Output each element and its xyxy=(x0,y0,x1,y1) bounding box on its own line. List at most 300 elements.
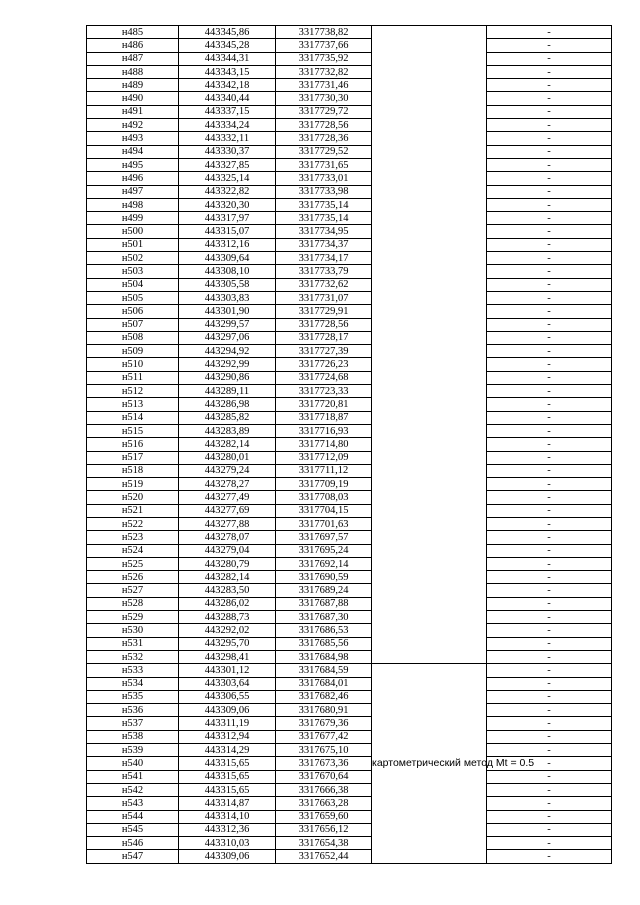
point-name-cell: н520 xyxy=(87,491,179,504)
accuracy-cell: - xyxy=(487,39,612,52)
point-name-cell: н491 xyxy=(87,105,179,118)
x-coordinate-cell: 443312,36 xyxy=(179,823,276,836)
x-coordinate-cell: 443314,87 xyxy=(179,797,276,810)
y-coordinate-cell: 3317677,42 xyxy=(276,730,372,743)
x-coordinate-cell: 443282,14 xyxy=(179,438,276,451)
y-coordinate-cell: 3317711,12 xyxy=(276,464,372,477)
accuracy-cell: - xyxy=(487,291,612,304)
y-coordinate-cell: 3317731,65 xyxy=(276,158,372,171)
point-name-cell: н515 xyxy=(87,424,179,437)
accuracy-cell: - xyxy=(487,172,612,185)
accuracy-cell: - xyxy=(487,611,612,624)
y-coordinate-cell: 3317704,15 xyxy=(276,504,372,517)
point-name-cell: н499 xyxy=(87,212,179,225)
x-coordinate-cell: 443286,98 xyxy=(179,398,276,411)
y-coordinate-cell: 3317654,38 xyxy=(276,837,372,850)
point-name-cell: н523 xyxy=(87,531,179,544)
y-coordinate-cell: 3317663,28 xyxy=(276,797,372,810)
accuracy-cell: - xyxy=(487,26,612,39)
accuracy-cell: - xyxy=(487,65,612,78)
y-coordinate-cell: 3317732,62 xyxy=(276,278,372,291)
y-coordinate-cell: 3317684,98 xyxy=(276,650,372,663)
point-name-cell: н493 xyxy=(87,132,179,145)
accuracy-cell: - xyxy=(487,358,612,371)
y-coordinate-cell: 3317692,14 xyxy=(276,557,372,570)
accuracy-cell: - xyxy=(487,52,612,65)
table-row xyxy=(87,371,612,384)
accuracy-cell: - xyxy=(487,345,612,358)
x-coordinate-cell: 443312,16 xyxy=(179,238,276,251)
y-coordinate-cell: 3317737,66 xyxy=(276,39,372,52)
accuracy-cell: - xyxy=(487,531,612,544)
y-coordinate-cell: 3317689,24 xyxy=(276,584,372,597)
table-row xyxy=(87,850,612,863)
point-name-cell: н540 xyxy=(87,757,179,770)
x-coordinate-cell: 443277,69 xyxy=(179,504,276,517)
point-name-cell: н505 xyxy=(87,291,179,304)
table-row xyxy=(87,291,612,304)
point-name-cell: н507 xyxy=(87,318,179,331)
table-row xyxy=(87,438,612,451)
point-name-cell: н492 xyxy=(87,119,179,132)
y-coordinate-cell: 3317734,17 xyxy=(276,252,372,265)
y-coordinate-cell: 3317733,98 xyxy=(276,185,372,198)
y-coordinate-cell: 3317732,82 xyxy=(276,65,372,78)
point-name-cell: н509 xyxy=(87,345,179,358)
table-row xyxy=(87,398,612,411)
x-coordinate-cell: 443332,11 xyxy=(179,132,276,145)
x-coordinate-cell: 443315,65 xyxy=(179,757,276,770)
x-coordinate-cell: 443292,02 xyxy=(179,624,276,637)
table-row xyxy=(87,557,612,570)
table-row xyxy=(87,544,612,557)
point-name-cell: н545 xyxy=(87,823,179,836)
y-coordinate-cell: 3317680,91 xyxy=(276,704,372,717)
accuracy-cell: - xyxy=(487,318,612,331)
y-coordinate-cell: 3317686,53 xyxy=(276,624,372,637)
y-coordinate-cell: 3317716,93 xyxy=(276,424,372,437)
y-coordinate-cell: 3317682,46 xyxy=(276,690,372,703)
accuracy-cell: - xyxy=(487,398,612,411)
point-name-cell: н533 xyxy=(87,664,179,677)
accuracy-cell: - xyxy=(487,744,612,757)
y-coordinate-cell: 3317684,59 xyxy=(276,664,372,677)
y-coordinate-cell: 3317684,01 xyxy=(276,677,372,690)
y-coordinate-cell: 3317735,14 xyxy=(276,198,372,211)
accuracy-cell: - xyxy=(487,571,612,584)
point-name-cell: н497 xyxy=(87,185,179,198)
x-coordinate-cell: 443320,30 xyxy=(179,198,276,211)
x-coordinate-cell: 443309,06 xyxy=(179,704,276,717)
point-name-cell: н537 xyxy=(87,717,179,730)
point-name-cell: н495 xyxy=(87,158,179,171)
point-name-cell: н494 xyxy=(87,145,179,158)
table-row xyxy=(87,837,612,850)
point-name-cell: н536 xyxy=(87,704,179,717)
table-row xyxy=(87,145,612,158)
point-name-cell: н506 xyxy=(87,305,179,318)
point-name-cell: н539 xyxy=(87,744,179,757)
accuracy-cell: - xyxy=(487,597,612,610)
table-row xyxy=(87,65,612,78)
table-row xyxy=(87,265,612,278)
accuracy-cell: - xyxy=(487,677,612,690)
point-name-cell: н535 xyxy=(87,690,179,703)
x-coordinate-cell: 443280,01 xyxy=(179,451,276,464)
accuracy-cell: - xyxy=(487,424,612,437)
point-name-cell: н526 xyxy=(87,571,179,584)
y-coordinate-cell: 3317728,56 xyxy=(276,119,372,132)
y-coordinate-cell: 3317675,10 xyxy=(276,744,372,757)
table-row xyxy=(87,770,612,783)
accuracy-cell: - xyxy=(487,145,612,158)
x-coordinate-cell: 443297,06 xyxy=(179,331,276,344)
x-coordinate-cell: 443337,15 xyxy=(179,105,276,118)
x-coordinate-cell: 443303,64 xyxy=(179,677,276,690)
accuracy-cell: - xyxy=(487,637,612,650)
table-row xyxy=(87,717,612,730)
accuracy-cell: - xyxy=(487,185,612,198)
accuracy-cell: - xyxy=(487,504,612,517)
x-coordinate-cell: 443299,57 xyxy=(179,318,276,331)
accuracy-cell: - xyxy=(487,79,612,92)
x-coordinate-cell: 443282,14 xyxy=(179,571,276,584)
accuracy-cell: - xyxy=(487,517,612,530)
accuracy-cell: - xyxy=(487,730,612,743)
y-coordinate-cell: 3317708,03 xyxy=(276,491,372,504)
y-coordinate-cell: 3317697,57 xyxy=(276,531,372,544)
accuracy-cell: - xyxy=(487,770,612,783)
point-name-cell: н524 xyxy=(87,544,179,557)
table-row xyxy=(87,584,612,597)
accuracy-cell: - xyxy=(487,385,612,398)
x-coordinate-cell: 443345,28 xyxy=(179,39,276,52)
table-row xyxy=(87,650,612,663)
x-coordinate-cell: 443315,65 xyxy=(179,770,276,783)
y-coordinate-cell: 3317726,23 xyxy=(276,358,372,371)
y-coordinate-cell: 3317673,36 xyxy=(276,757,372,770)
point-name-cell: н502 xyxy=(87,252,179,265)
y-coordinate-cell: 3317714,80 xyxy=(276,438,372,451)
accuracy-cell: - xyxy=(487,544,612,557)
x-coordinate-cell: 443334,24 xyxy=(179,119,276,132)
x-coordinate-cell: 443306,55 xyxy=(179,690,276,703)
accuracy-cell: - xyxy=(487,451,612,464)
y-coordinate-cell: 3317718,87 xyxy=(276,411,372,424)
table-row xyxy=(87,132,612,145)
y-coordinate-cell: 3317723,33 xyxy=(276,385,372,398)
table-row xyxy=(87,823,612,836)
table-row xyxy=(87,531,612,544)
point-name-cell: н512 xyxy=(87,385,179,398)
y-coordinate-cell: 3317729,72 xyxy=(276,105,372,118)
coordinates-table-body xyxy=(87,26,612,864)
table-row xyxy=(87,730,612,743)
y-coordinate-cell: 3317728,36 xyxy=(276,132,372,145)
x-coordinate-cell: 443278,07 xyxy=(179,531,276,544)
point-name-cell: н522 xyxy=(87,517,179,530)
y-coordinate-cell: 3317728,17 xyxy=(276,331,372,344)
table-row xyxy=(87,597,612,610)
table-row xyxy=(87,278,612,291)
table-row xyxy=(87,119,612,132)
table-row xyxy=(87,690,612,703)
point-name-cell: н496 xyxy=(87,172,179,185)
table-row xyxy=(87,677,612,690)
table-row xyxy=(87,491,612,504)
table-row xyxy=(87,385,612,398)
x-coordinate-cell: 443279,24 xyxy=(179,464,276,477)
table-row xyxy=(87,624,612,637)
accuracy-cell: - xyxy=(487,557,612,570)
table-row xyxy=(87,225,612,238)
table-row xyxy=(87,704,612,717)
point-name-cell: н547 xyxy=(87,850,179,863)
table-row xyxy=(87,172,612,185)
point-name-cell: н517 xyxy=(87,451,179,464)
point-name-cell: н489 xyxy=(87,79,179,92)
accuracy-cell: - xyxy=(487,478,612,491)
accuracy-cell: - xyxy=(487,305,612,318)
accuracy-cell: - xyxy=(487,265,612,278)
point-name-cell: н534 xyxy=(87,677,179,690)
x-coordinate-cell: 443315,07 xyxy=(179,225,276,238)
accuracy-cell: - xyxy=(487,92,612,105)
y-coordinate-cell: 3317729,91 xyxy=(276,305,372,318)
point-name-cell: н504 xyxy=(87,278,179,291)
y-coordinate-cell: 3317679,36 xyxy=(276,717,372,730)
x-coordinate-cell: 443340,44 xyxy=(179,92,276,105)
accuracy-cell: - xyxy=(487,783,612,796)
table-row xyxy=(87,411,612,424)
accuracy-cell: - xyxy=(487,797,612,810)
table-row xyxy=(87,504,612,517)
table-row xyxy=(87,79,612,92)
y-coordinate-cell: 3317709,19 xyxy=(276,478,372,491)
table-row xyxy=(87,305,612,318)
point-name-cell: н510 xyxy=(87,358,179,371)
x-coordinate-cell: 443289,11 xyxy=(179,385,276,398)
x-coordinate-cell: 443298,41 xyxy=(179,650,276,663)
accuracy-cell: - xyxy=(487,278,612,291)
point-name-cell: н511 xyxy=(87,371,179,384)
y-coordinate-cell: 3317652,44 xyxy=(276,850,372,863)
y-coordinate-cell: 3317731,46 xyxy=(276,79,372,92)
y-coordinate-cell: 3317666,38 xyxy=(276,783,372,796)
y-coordinate-cell: 3317728,56 xyxy=(276,318,372,331)
x-coordinate-cell: 443322,82 xyxy=(179,185,276,198)
point-name-cell: н543 xyxy=(87,797,179,810)
x-coordinate-cell: 443303,83 xyxy=(179,291,276,304)
table-row xyxy=(87,185,612,198)
x-coordinate-cell: 443280,79 xyxy=(179,557,276,570)
table-row xyxy=(87,52,612,65)
table-row xyxy=(87,744,612,757)
accuracy-cell: - xyxy=(487,331,612,344)
table-row xyxy=(87,331,612,344)
accuracy-cell: - xyxy=(487,837,612,850)
table-row xyxy=(87,345,612,358)
point-name-cell: н546 xyxy=(87,837,179,850)
table-row xyxy=(87,810,612,823)
table-row xyxy=(87,571,612,584)
x-coordinate-cell: 443314,10 xyxy=(179,810,276,823)
x-coordinate-cell: 443301,90 xyxy=(179,305,276,318)
x-coordinate-cell: 443330,37 xyxy=(179,145,276,158)
y-coordinate-cell: 3317729,52 xyxy=(276,145,372,158)
accuracy-cell: - xyxy=(487,238,612,251)
x-coordinate-cell: 443315,65 xyxy=(179,783,276,796)
point-name-cell: н530 xyxy=(87,624,179,637)
table-row xyxy=(87,26,612,39)
table-row xyxy=(87,783,612,796)
y-coordinate-cell: 3317701,63 xyxy=(276,517,372,530)
x-coordinate-cell: 443278,27 xyxy=(179,478,276,491)
accuracy-cell: - xyxy=(487,464,612,477)
table-row xyxy=(87,212,612,225)
x-coordinate-cell: 443283,89 xyxy=(179,424,276,437)
table-row xyxy=(87,238,612,251)
x-coordinate-cell: 443309,64 xyxy=(179,252,276,265)
accuracy-cell: - xyxy=(487,823,612,836)
y-coordinate-cell: 3317687,88 xyxy=(276,597,372,610)
x-coordinate-cell: 443343,15 xyxy=(179,65,276,78)
y-coordinate-cell: 3317727,39 xyxy=(276,345,372,358)
x-coordinate-cell: 443290,86 xyxy=(179,371,276,384)
x-coordinate-cell: 443286,02 xyxy=(179,597,276,610)
table-row xyxy=(87,92,612,105)
accuracy-cell: - xyxy=(487,690,612,703)
x-coordinate-cell: 443327,85 xyxy=(179,158,276,171)
x-coordinate-cell: 443325,14 xyxy=(179,172,276,185)
table-row xyxy=(87,358,612,371)
point-name-cell: н538 xyxy=(87,730,179,743)
point-name-cell: н503 xyxy=(87,265,179,278)
point-name-cell: н518 xyxy=(87,464,179,477)
x-coordinate-cell: 443301,12 xyxy=(179,664,276,677)
x-coordinate-cell: 443288,73 xyxy=(179,611,276,624)
x-coordinate-cell: 443305,58 xyxy=(179,278,276,291)
x-coordinate-cell: 443310,03 xyxy=(179,837,276,850)
y-coordinate-cell: 3317733,01 xyxy=(276,172,372,185)
y-coordinate-cell: 3317731,07 xyxy=(276,291,372,304)
point-name-cell: н542 xyxy=(87,783,179,796)
y-coordinate-cell: 3317720,81 xyxy=(276,398,372,411)
x-coordinate-cell: 443294,92 xyxy=(179,345,276,358)
table-row xyxy=(87,637,612,650)
table-row xyxy=(87,797,612,810)
accuracy-cell: - xyxy=(487,105,612,118)
point-name-cell: н531 xyxy=(87,637,179,650)
method-cell: картометрический метод Mt = 0.5 xyxy=(372,664,487,863)
table-row xyxy=(87,105,612,118)
point-name-cell: н498 xyxy=(87,198,179,211)
point-name-cell: н527 xyxy=(87,584,179,597)
accuracy-cell: - xyxy=(487,664,612,677)
y-coordinate-cell: 3317730,30 xyxy=(276,92,372,105)
point-name-cell: н541 xyxy=(87,770,179,783)
table-row xyxy=(87,517,612,530)
y-coordinate-cell: 3317733,79 xyxy=(276,265,372,278)
x-coordinate-cell: 443292,99 xyxy=(179,358,276,371)
table-row xyxy=(87,451,612,464)
point-name-cell: н486 xyxy=(87,39,179,52)
method-cell xyxy=(372,26,487,664)
x-coordinate-cell: 443317,97 xyxy=(179,212,276,225)
accuracy-cell: - xyxy=(487,717,612,730)
table-row xyxy=(87,664,612,677)
y-coordinate-cell: 3317735,92 xyxy=(276,52,372,65)
point-name-cell: н508 xyxy=(87,331,179,344)
table-row xyxy=(87,464,612,477)
accuracy-cell: - xyxy=(487,491,612,504)
accuracy-cell: - xyxy=(487,225,612,238)
accuracy-cell: - xyxy=(487,119,612,132)
table-row xyxy=(87,198,612,211)
point-name-cell: н544 xyxy=(87,810,179,823)
table-row xyxy=(87,252,612,265)
table-row xyxy=(87,424,612,437)
accuracy-cell: - xyxy=(487,850,612,863)
x-coordinate-cell: 443345,86 xyxy=(179,26,276,39)
accuracy-cell: - xyxy=(487,252,612,265)
point-name-cell: н513 xyxy=(87,398,179,411)
table-row xyxy=(87,478,612,491)
x-coordinate-cell: 443344,31 xyxy=(179,52,276,65)
y-coordinate-cell: 3317724,68 xyxy=(276,371,372,384)
x-coordinate-cell: 443314,29 xyxy=(179,744,276,757)
x-coordinate-cell: 443311,19 xyxy=(179,717,276,730)
y-coordinate-cell: 3317687,30 xyxy=(276,611,372,624)
accuracy-cell: - xyxy=(487,757,612,770)
point-name-cell: н528 xyxy=(87,597,179,610)
y-coordinate-cell: 3317656,12 xyxy=(276,823,372,836)
x-coordinate-cell: 443277,49 xyxy=(179,491,276,504)
x-coordinate-cell: 443279,04 xyxy=(179,544,276,557)
coordinates-table xyxy=(86,25,612,864)
point-name-cell: н521 xyxy=(87,504,179,517)
y-coordinate-cell: 3317695,24 xyxy=(276,544,372,557)
point-name-cell: н525 xyxy=(87,557,179,570)
y-coordinate-cell: 3317734,37 xyxy=(276,238,372,251)
accuracy-cell: - xyxy=(487,704,612,717)
accuracy-cell: - xyxy=(487,132,612,145)
y-coordinate-cell: 3317734,95 xyxy=(276,225,372,238)
accuracy-cell: - xyxy=(487,650,612,663)
point-name-cell: н514 xyxy=(87,411,179,424)
x-coordinate-cell: 443312,94 xyxy=(179,730,276,743)
point-name-cell: н501 xyxy=(87,238,179,251)
y-coordinate-cell: 3317712,09 xyxy=(276,451,372,464)
point-name-cell: н516 xyxy=(87,438,179,451)
accuracy-cell: - xyxy=(487,438,612,451)
accuracy-cell: - xyxy=(487,624,612,637)
point-name-cell: н490 xyxy=(87,92,179,105)
accuracy-cell: - xyxy=(487,584,612,597)
point-name-cell: н487 xyxy=(87,52,179,65)
y-coordinate-cell: 3317738,82 xyxy=(276,26,372,39)
y-coordinate-cell: 3317685,56 xyxy=(276,637,372,650)
table-row xyxy=(87,611,612,624)
accuracy-cell: - xyxy=(487,198,612,211)
x-coordinate-cell: 443277,88 xyxy=(179,517,276,530)
y-coordinate-cell: 3317735,14 xyxy=(276,212,372,225)
x-coordinate-cell: 443309,06 xyxy=(179,850,276,863)
x-coordinate-cell: 443295,70 xyxy=(179,637,276,650)
point-name-cell: н532 xyxy=(87,650,179,663)
accuracy-cell: - xyxy=(487,158,612,171)
table-row xyxy=(87,39,612,52)
